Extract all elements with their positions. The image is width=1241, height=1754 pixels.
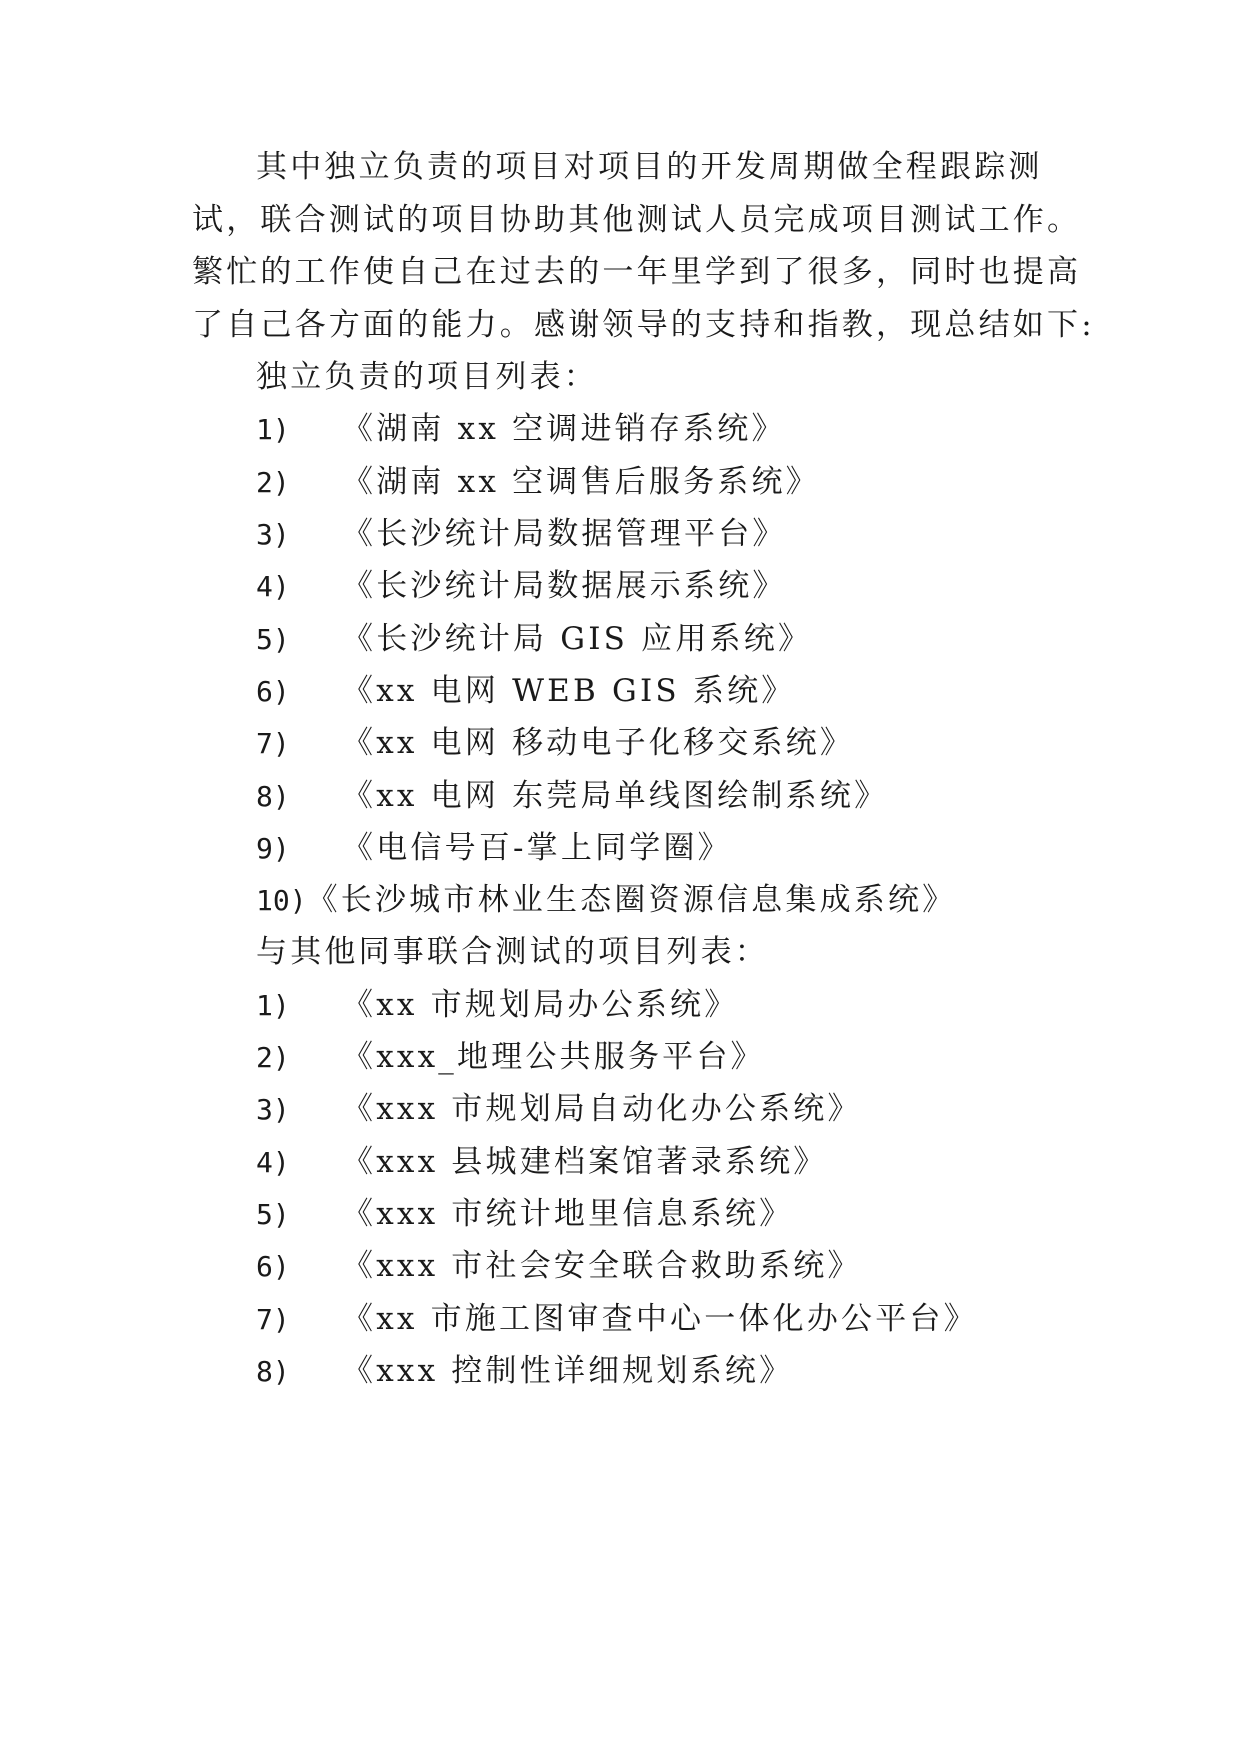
item-title: 《湖南 xx 空调进销存系统》 [342,411,786,447]
item-number: 9) [256,832,290,865]
item-title: 《长沙统计局 GIS 应用系统》 [342,621,813,657]
list-item [256,514,787,555]
item-number: 8) [256,1355,290,1388]
list-item [256,1351,793,1392]
item-title: 《xx 电网 东莞局单线图绘制系统》 [342,778,889,814]
item-number: 1) [256,413,290,446]
item-title: 《xx 电网 移动电子化移交系统》 [342,725,855,761]
intro-line-2: 试，联合测试的项目协助其他测试人员完成项目测试工作。 [192,202,1082,238]
item-number: 3) [256,1093,290,1126]
item-title: 《湖南 xx 空调售后服务系统》 [342,464,820,500]
item-title: 《长沙城市林业生态圈资源信息集成系统》 [306,882,957,918]
item-title: 《xxx 市社会安全联合救助系统》 [342,1248,862,1284]
intro-line-3: 繁忙的工作使自己在过去的一年里学到了很多，同时也提高 [192,254,1082,290]
item-title: 《长沙统计局数据管理平台》 [342,516,787,552]
item-number: 10) [256,884,307,917]
item-title: 《xxx 控制性详细规划系统》 [342,1353,794,1389]
item-number: 6) [256,1250,290,1283]
item-number: 6) [256,675,290,708]
item-title: 《长沙统计局数据展示系统》 [342,568,787,604]
item-title: 《xx 市规划局办公系统》 [342,987,739,1023]
list-item [256,619,812,660]
list-item [256,723,854,764]
list-item [256,1037,765,1078]
item-number: 2) [256,466,290,499]
list-item [256,880,956,921]
item-title: 《xx 市施工图审查中心一体化办公平台》 [342,1301,978,1337]
list-item [256,1246,862,1287]
item-title: 《xx 电网 WEB GIS 系统》 [342,673,796,709]
list-item [256,671,796,712]
item-number: 1) [256,989,290,1022]
item-title: 《xxx 市统计地里信息系统》 [342,1196,794,1232]
item-number: 2) [256,1041,290,1074]
item-number: 4) [256,570,290,603]
item-number: 4) [256,1146,290,1179]
independent-heading: 独立负责的项目列表： [256,359,598,395]
item-number: 7) [256,727,290,760]
list-item [256,828,732,869]
list-item [256,409,786,450]
list-item [256,462,820,503]
item-number: 5) [256,623,290,656]
intro-line-1: 其中独立负责的项目对项目的开发周期做全程跟踪测 [256,149,1043,185]
list-item [256,1299,978,1340]
list-item [256,1194,793,1235]
list-item [256,1089,862,1130]
list-item [256,1142,828,1183]
list-item [256,566,787,607]
item-number: 8) [256,780,290,813]
item-number: 3) [256,518,290,551]
joint-heading: 与其他同事联合测试的项目列表： [256,934,769,970]
item-title: 《xxx_地理公共服务平台》 [342,1039,765,1075]
item-number: 5) [256,1198,290,1231]
item-number: 7) [256,1303,290,1336]
item-title: 《xxx 市规划局自动化办公系统》 [342,1091,862,1127]
item-title: 《电信号百-掌上同学圈》 [342,830,732,866]
list-item [256,776,888,817]
intro-line-4: 了自己各方面的能力。感谢领导的支持和指教，现总结如下: [192,307,1095,343]
list-item [256,985,738,1026]
item-title: 《xxx 县城建档案馆著录系统》 [342,1144,828,1180]
